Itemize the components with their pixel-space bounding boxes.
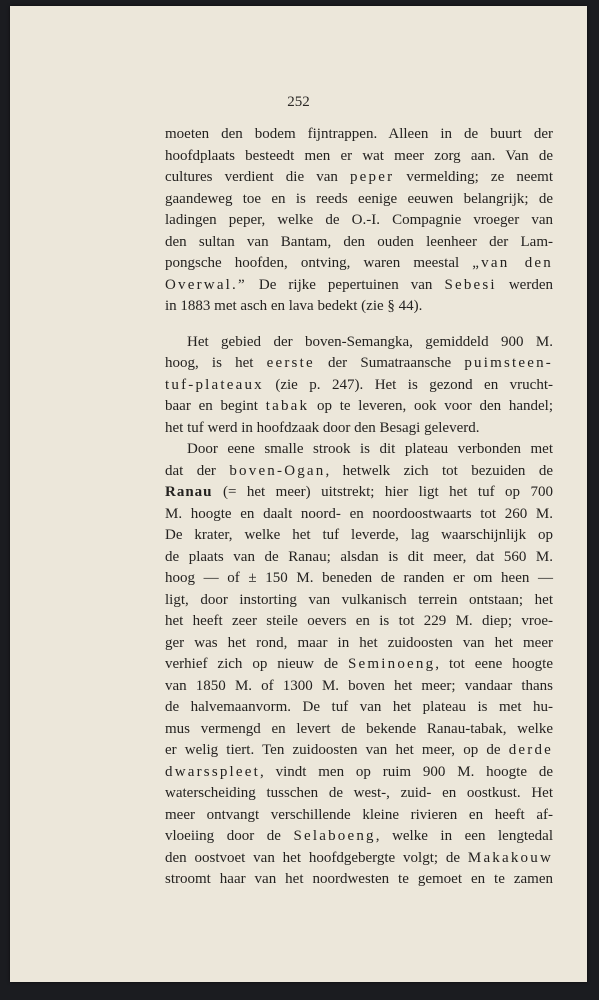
text-run: de halvemaanvorm. De tuf van het plateau is met hu- xyxy=(165,699,553,715)
text-line xyxy=(165,189,553,211)
text-run: vermelding; ze neemt xyxy=(394,169,553,185)
text-run: ladingen peper, welke de O.-I. Compagnie vroeger van xyxy=(165,212,553,228)
text-run: hoog — of ± 150 M. beneden de randen er om heen — xyxy=(165,570,553,586)
text-run: de plaats van de Ranau; alsdan is dit meer, dat 560 M. xyxy=(165,548,553,565)
text-run: op te leveren, ook voor den handel; xyxy=(309,398,554,414)
text-run: , tot eene hoogte xyxy=(435,656,553,672)
text-line xyxy=(165,762,553,784)
emphasis-spaced: dwarsspleet xyxy=(165,763,261,780)
text-line xyxy=(165,439,553,461)
text-run: den oostvoet van het hoofdgebergte volgt; de xyxy=(165,849,468,866)
emphasis-spaced: boven-Ogan xyxy=(229,462,326,479)
text-run: waterscheiding tusschen de west-, zuid- en oostkust. Het xyxy=(165,785,553,801)
text-run: pongsche hoofden, ontving, waren meestal xyxy=(165,255,473,271)
emphasis-spaced: Sebesi xyxy=(444,276,497,293)
text-line xyxy=(165,590,553,612)
text-run: ger was het rond, maar in het zuidoosten van het meer xyxy=(165,634,553,651)
emphasis-spaced: Seminoeng xyxy=(347,656,436,672)
text-run: mus vermengd en levert de bekende Ranau-tabak, welke xyxy=(165,720,553,737)
text-line xyxy=(165,146,553,168)
book-page xyxy=(10,6,587,982)
text-line xyxy=(165,418,553,440)
text-line xyxy=(165,253,553,275)
text-run: De krater, welke het tuf leverde, lag waarschijnlijk op xyxy=(165,527,553,543)
text-run: gaandeweg toe en is reeds eenige eeuwen belangrijk; de xyxy=(165,190,553,207)
text-run: werden xyxy=(496,276,553,293)
text-run: De rijke pepertuinen van xyxy=(246,276,445,293)
text-line xyxy=(165,353,553,375)
text-run: er welig tiert. Ten zuidoosten van het meer, op de xyxy=(165,742,509,758)
text-line xyxy=(165,719,553,741)
text-line xyxy=(165,167,553,189)
emphasis-spaced: peper xyxy=(349,169,395,185)
text-run: der Sumatraansche xyxy=(314,355,465,371)
text-run: (zie p. 247). Het is gezond en vrucht- xyxy=(263,376,553,393)
emphasis-spaced: derde xyxy=(508,742,553,758)
text-run: het tuf werd in hoofdzaak door den Besagi geleverd. xyxy=(165,419,480,436)
text-run: Door eene smalle strook is dit plateau verbonden met xyxy=(187,441,553,457)
text-line xyxy=(165,482,553,504)
text-run: ligt, door instorting van vulkanisch terrein ontstaan; het xyxy=(165,591,553,608)
text-run: hoofdplaats besteedt men er wat meer zorg aan. Van de xyxy=(165,147,553,164)
text-line xyxy=(165,396,553,418)
text-line xyxy=(165,826,553,848)
text-line xyxy=(165,525,553,547)
text-line xyxy=(165,611,553,633)
emphasis-bold: Ranau xyxy=(165,484,213,500)
emphasis-spaced: tuf-plateaux xyxy=(165,376,264,393)
text-run: Het gebied der boven-Semangka, gemiddeld 900 M. xyxy=(187,333,553,350)
page-number: 252 xyxy=(287,94,310,110)
text-run: het heeft zeer steile oevers en is tot 229 M. diep; vroe- xyxy=(165,613,553,629)
emphasis-spaced: puimsteen- xyxy=(464,355,553,371)
text-line xyxy=(165,375,553,397)
text-line xyxy=(165,633,553,655)
emphasis-spaced: tabak xyxy=(265,398,310,414)
text-line xyxy=(165,697,553,719)
text-line xyxy=(165,805,553,827)
text-line xyxy=(165,740,553,762)
text-line xyxy=(165,332,553,354)
text-run: vloeiing door de xyxy=(165,828,294,844)
text-line xyxy=(165,676,553,698)
body-text xyxy=(165,124,553,891)
paragraph xyxy=(165,332,553,440)
text-run: , hetwelk zich tot bezuiden de xyxy=(325,462,553,479)
text-line xyxy=(165,124,553,146)
text-line xyxy=(165,568,553,590)
emphasis-spaced: Overwal.” xyxy=(165,276,247,293)
text-line xyxy=(165,210,553,232)
text-run: verhief zich op nieuw de xyxy=(165,656,348,672)
text-run: moeten den bodem fijntrappen. Alleen in de buurt der xyxy=(165,126,553,142)
text-run: den sultan van Bantam, den ouden leenheer der Lam- xyxy=(165,233,553,250)
emphasis-spaced: Selaboeng xyxy=(293,828,376,844)
paragraph xyxy=(165,439,553,891)
text-line xyxy=(165,869,553,891)
text-line xyxy=(165,504,553,526)
emphasis-spaced: „van den xyxy=(472,255,553,271)
emphasis-spaced: eerste xyxy=(266,355,315,371)
text-line xyxy=(165,547,553,569)
text-run: (= het meer) uitstrekt; hier ligt het tuf op 700 xyxy=(212,484,553,500)
text-run: cultures verdient die van xyxy=(165,169,350,185)
text-line xyxy=(165,783,553,805)
text-run: M. hoogte en daalt noord- en noordoostwaarts tot 260 M. xyxy=(165,505,553,522)
emphasis-spaced: Makakouw xyxy=(467,849,553,866)
text-line xyxy=(165,296,553,318)
text-line xyxy=(165,654,553,676)
paragraph-gap xyxy=(165,318,553,332)
text-run: , welke in een lengtedal xyxy=(375,828,553,844)
text-run: dat der xyxy=(165,462,230,479)
text-run: in 1883 met asch en lava bedekt (zie § 44). xyxy=(165,298,423,314)
text-run: stroomt haar van het noordwesten te gemoet en te zamen xyxy=(165,871,553,887)
text-line xyxy=(165,848,553,870)
text-line xyxy=(165,275,553,297)
text-run: van 1850 M. of 1300 M. boven het meer; vandaar thans xyxy=(165,677,553,694)
text-line xyxy=(165,461,553,483)
text-run: baar en begint xyxy=(165,398,266,414)
paragraph xyxy=(165,124,553,318)
text-run: meer ontvangt verschillende kleine rivieren en heeft af- xyxy=(165,806,553,823)
text-run: hoog, is het xyxy=(165,355,267,371)
text-line xyxy=(165,232,553,254)
text-run: , vindt men op ruim 900 M. hoogte de xyxy=(260,763,553,780)
